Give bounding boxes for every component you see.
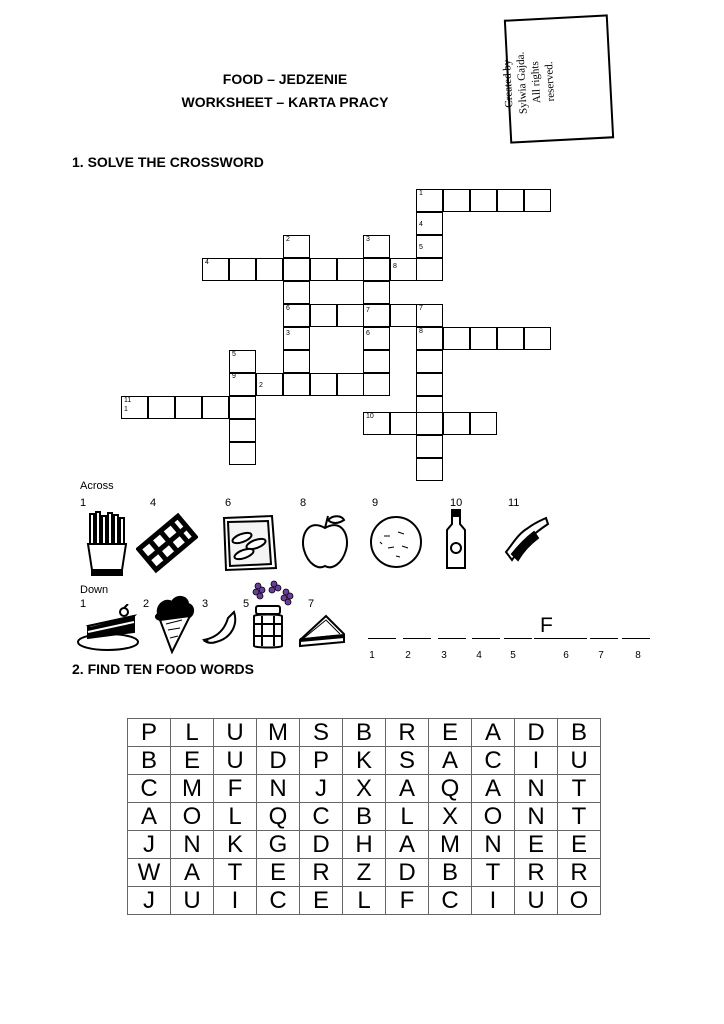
- wordsearch-row: [128, 719, 601, 747]
- crossword-cell[interactable]: [363, 412, 390, 435]
- given-letter: F: [540, 614, 553, 637]
- wordsearch-letter[interactable]: A: [429, 747, 472, 775]
- jam-jar-icon: [250, 604, 286, 650]
- clue-number: 8: [393, 263, 397, 270]
- wordsearch-letter[interactable]: A: [171, 859, 214, 887]
- wordsearch-letter[interactable]: E: [515, 831, 558, 859]
- crossword-cell[interactable]: [148, 396, 175, 419]
- copyright-text: [499, 31, 560, 134]
- crisps-icon: [218, 512, 280, 574]
- crossword-cell[interactable]: [470, 189, 497, 212]
- clue-number: 7: [366, 307, 370, 314]
- crossword-cell[interactable]: [229, 350, 256, 373]
- wordsearch-letter[interactable]: M: [257, 719, 300, 747]
- wordsearch-letter[interactable]: O: [472, 803, 515, 831]
- clue-number: 6: [366, 330, 370, 337]
- wordsearch-letter[interactable]: S: [386, 747, 429, 775]
- crossword-cell[interactable]: [497, 327, 524, 350]
- blank-line[interactable]: [559, 638, 587, 639]
- wordsearch-letter[interactable]: U: [558, 747, 601, 775]
- crossword-cell[interactable]: [337, 373, 364, 396]
- wordsearch-grid: [127, 718, 601, 915]
- wordsearch-letter[interactable]: N: [257, 775, 300, 803]
- blank-line[interactable]: [590, 638, 618, 639]
- pizza-icon: [368, 514, 424, 570]
- wordsearch-letter[interactable]: E: [558, 831, 601, 859]
- wordsearch-letter[interactable]: T: [558, 803, 601, 831]
- wordsearch-letter[interactable]: X: [429, 803, 472, 831]
- crossword-cell[interactable]: [229, 396, 256, 419]
- blank-line[interactable]: [622, 638, 650, 639]
- across-number: 6: [225, 497, 232, 509]
- wordsearch-letter[interactable]: E: [171, 747, 214, 775]
- crossword-cell[interactable]: [363, 235, 390, 258]
- section-2-heading: 2. FIND TEN FOOD WORDS: [72, 661, 254, 677]
- wordsearch-row: [128, 775, 601, 803]
- blank-line[interactable]: [534, 638, 562, 639]
- blank-number: 6: [563, 650, 569, 661]
- blank-number: 8: [635, 650, 641, 661]
- across-number: 4: [150, 497, 157, 509]
- wordsearch-letter[interactable]: M: [429, 831, 472, 859]
- wordsearch-row: [128, 747, 601, 775]
- blank-number: 5: [510, 650, 516, 661]
- crossword-cell[interactable]: [256, 373, 283, 396]
- crossword-cell[interactable]: [121, 396, 148, 419]
- blank-number: 2: [405, 650, 411, 661]
- down-number: 3: [202, 598, 209, 610]
- wordsearch-letter[interactable]: C: [128, 775, 171, 803]
- wordsearch-letter[interactable]: I: [515, 747, 558, 775]
- cake-icon: [76, 604, 144, 652]
- stamp-line-4: reserved.: [543, 61, 558, 102]
- wordsearch-letter[interactable]: L: [171, 719, 214, 747]
- crossword-cell[interactable]: [416, 435, 443, 458]
- crossword-cell[interactable]: [416, 412, 443, 435]
- crossword-cell[interactable]: [229, 373, 256, 396]
- wordsearch-letter[interactable]: N: [171, 831, 214, 859]
- clue-number: 4: [419, 221, 423, 228]
- crossword-cell[interactable]: [202, 396, 229, 419]
- wordsearch-letter[interactable]: D: [300, 831, 343, 859]
- wordsearch-letter[interactable]: J: [128, 831, 171, 859]
- clue-number: 5: [419, 244, 423, 251]
- wordsearch-letter[interactable]: A: [386, 775, 429, 803]
- wordsearch-letter[interactable]: R: [386, 719, 429, 747]
- across-number: 9: [372, 497, 379, 509]
- wordsearch-letter[interactable]: E: [429, 719, 472, 747]
- crossword-cell[interactable]: [416, 304, 443, 327]
- crossword-cell[interactable]: [390, 304, 417, 327]
- wordsearch-letter[interactable]: W: [128, 859, 171, 887]
- crossword-cell[interactable]: [283, 258, 310, 281]
- crossword-cell[interactable]: [175, 396, 202, 419]
- blank-line[interactable]: [504, 638, 532, 639]
- clue-number: 1: [419, 190, 423, 197]
- wordsearch-letter[interactable]: M: [171, 775, 214, 803]
- down-number: 1: [80, 598, 87, 610]
- chips-icon: [82, 510, 132, 578]
- wordsearch-letter[interactable]: R: [515, 859, 558, 887]
- clue-number: 11: [124, 397, 132, 404]
- wordsearch-letter[interactable]: B: [128, 747, 171, 775]
- crossword-cell[interactable]: [229, 419, 256, 442]
- clue-number: 6: [286, 305, 290, 312]
- wordsearch-letter[interactable]: L: [386, 803, 429, 831]
- wordsearch-letter[interactable]: I: [214, 887, 257, 915]
- wordsearch-letter[interactable]: P: [128, 719, 171, 747]
- wordsearch-letter[interactable]: N: [515, 775, 558, 803]
- banana-icon: [202, 610, 240, 646]
- crossword-cell[interactable]: [256, 258, 283, 281]
- stamp-line-2: Sylwia Gajda.: [514, 51, 530, 115]
- wordsearch-letter[interactable]: N: [515, 803, 558, 831]
- clue-number: 2: [259, 382, 263, 389]
- crossword-cell[interactable]: [229, 258, 256, 281]
- down-number: 7: [308, 598, 315, 610]
- wordsearch-letter[interactable]: Q: [257, 803, 300, 831]
- wordsearch-letter[interactable]: R: [300, 859, 343, 887]
- section-1-heading: 1. SOLVE THE CROSSWORD: [72, 154, 264, 170]
- wordsearch-letter[interactable]: P: [300, 747, 343, 775]
- crossword-cell[interactable]: [416, 212, 443, 235]
- wordsearch-letter[interactable]: J: [128, 887, 171, 915]
- crossword-cell[interactable]: [310, 258, 337, 281]
- crossword-cell[interactable]: [497, 189, 524, 212]
- worksheet-title: [120, 68, 450, 114]
- crossword-cell[interactable]: [363, 350, 390, 373]
- wordsearch-letter[interactable]: B: [558, 719, 601, 747]
- across-number: 8: [300, 497, 307, 509]
- crossword-cell[interactable]: [416, 189, 443, 212]
- clue-number: 9: [232, 373, 236, 380]
- wordsearch-letter[interactable]: A: [386, 831, 429, 859]
- crossword-cell[interactable]: [363, 327, 390, 350]
- wordsearch-letter[interactable]: H: [343, 831, 386, 859]
- blank-line[interactable]: [472, 638, 500, 639]
- crossword-cell[interactable]: [337, 258, 364, 281]
- wordsearch-letter[interactable]: G: [257, 831, 300, 859]
- crossword-cell[interactable]: [416, 458, 443, 481]
- wordsearch-letter[interactable]: R: [558, 859, 601, 887]
- wordsearch-row: [128, 803, 601, 831]
- wordsearch-row: [128, 887, 601, 915]
- crossword-cell[interactable]: [416, 373, 443, 396]
- blank-number: 3: [441, 650, 447, 661]
- clue-number: 5: [232, 351, 236, 358]
- crossword-cell[interactable]: [310, 304, 337, 327]
- crossword-cell[interactable]: [416, 350, 443, 373]
- apple-icon: [298, 512, 352, 572]
- blank-number: 7: [598, 650, 604, 661]
- clue-number: 3: [366, 236, 370, 243]
- crossword-cell[interactable]: [416, 327, 443, 350]
- clue-number: 2: [286, 236, 290, 243]
- across-number: 11: [508, 497, 520, 509]
- title-line-2: WORKSHEET – KARTA PRACY: [181, 94, 389, 110]
- wordsearch-letter[interactable]: D: [257, 747, 300, 775]
- crossword-cell[interactable]: [443, 412, 470, 435]
- clue-number: 1: [124, 406, 128, 413]
- wordsearch-letter[interactable]: A: [472, 719, 515, 747]
- across-number: 1: [80, 497, 87, 509]
- across-number: 10: [450, 497, 463, 509]
- down-number: 5: [243, 598, 250, 610]
- crossword-cell[interactable]: [470, 412, 497, 435]
- wordsearch-row: [128, 859, 601, 887]
- crossword-cell[interactable]: [363, 258, 390, 281]
- wordsearch-letter[interactable]: I: [472, 887, 515, 915]
- wordsearch-letter[interactable]: Z: [343, 859, 386, 887]
- wordsearch-letter[interactable]: T: [558, 775, 601, 803]
- wordsearch-letter[interactable]: K: [343, 747, 386, 775]
- crossword-cell[interactable]: [363, 373, 390, 396]
- bacon-icon: [500, 514, 552, 564]
- wordsearch-letter[interactable]: A: [128, 803, 171, 831]
- wordsearch-letter[interactable]: N: [472, 831, 515, 859]
- wordsearch-letter[interactable]: L: [214, 803, 257, 831]
- crossword-cell[interactable]: [283, 327, 310, 350]
- title-line-1: FOOD – JEDZENIE: [222, 71, 348, 87]
- blank-number: 4: [476, 650, 482, 661]
- blank-line[interactable]: [403, 638, 431, 639]
- chocolate-icon: [136, 512, 198, 574]
- crossword-cell[interactable]: [283, 373, 310, 396]
- blank-line[interactable]: [438, 638, 466, 639]
- blank-line[interactable]: [368, 638, 396, 639]
- wordsearch-letter[interactable]: K: [214, 831, 257, 859]
- clue-number: 3: [286, 330, 290, 337]
- crossword-cell[interactable]: [363, 281, 390, 304]
- clue-number: 10: [366, 413, 374, 420]
- crossword-cell[interactable]: [363, 304, 390, 327]
- wordsearch-letter[interactable]: U: [214, 747, 257, 775]
- crossword-cell[interactable]: [310, 373, 337, 396]
- wordsearch-letter[interactable]: X: [343, 775, 386, 803]
- wordsearch-row: [128, 831, 601, 859]
- clue-number: 4: [205, 259, 209, 266]
- wordsearch-letter[interactable]: S: [300, 719, 343, 747]
- crossword-cell[interactable]: [524, 189, 551, 212]
- crossword-cell[interactable]: [202, 258, 229, 281]
- crossword-cell[interactable]: [416, 235, 443, 258]
- crossword-cell[interactable]: [416, 258, 443, 281]
- sandwich-icon: [296, 612, 348, 648]
- wordsearch-letter[interactable]: J: [300, 775, 343, 803]
- wordsearch-letter[interactable]: A: [472, 775, 515, 803]
- wordsearch-letter[interactable]: F: [214, 775, 257, 803]
- wordsearch-letter[interactable]: C: [257, 887, 300, 915]
- ice-cream-icon: [150, 590, 198, 654]
- wordsearch-letter[interactable]: C: [472, 747, 515, 775]
- crossword-cell[interactable]: [443, 189, 470, 212]
- across-label: Across: [80, 480, 114, 492]
- clue-number: 8: [419, 328, 423, 335]
- wordsearch-letter[interactable]: D: [515, 719, 558, 747]
- wordsearch-letter[interactable]: E: [300, 887, 343, 915]
- crossword-cell[interactable]: [470, 327, 497, 350]
- wordsearch-letter[interactable]: U: [171, 887, 214, 915]
- wordsearch-letter[interactable]: T: [214, 859, 257, 887]
- wordsearch-letter[interactable]: O: [558, 887, 601, 915]
- copyright-stamp: [500, 14, 614, 143]
- crossword-cell[interactable]: [390, 258, 417, 281]
- oil-bottle-icon: [444, 508, 468, 572]
- crossword-cell[interactable]: [283, 281, 310, 304]
- crossword-cell[interactable]: [283, 304, 310, 327]
- wordsearch-letter[interactable]: U: [214, 719, 257, 747]
- wordsearch-letter[interactable]: T: [472, 859, 515, 887]
- crossword-cell[interactable]: [229, 442, 256, 465]
- stamp-line-1: Created by: [500, 59, 516, 108]
- wordsearch-letter[interactable]: B: [343, 803, 386, 831]
- stamp-line-3: All rights: [529, 60, 544, 104]
- crossword-cell[interactable]: [524, 327, 551, 350]
- wordsearch-letter[interactable]: L: [343, 887, 386, 915]
- down-label: Down: [80, 584, 109, 596]
- wordsearch-letter[interactable]: F: [386, 887, 429, 915]
- wordsearch-letter[interactable]: E: [257, 859, 300, 887]
- wordsearch-letter[interactable]: B: [429, 859, 472, 887]
- crossword-cell[interactable]: [390, 412, 417, 435]
- clue-number: 7: [419, 305, 423, 312]
- wordsearch-letter[interactable]: Q: [429, 775, 472, 803]
- down-number: 2: [143, 598, 150, 610]
- crossword-cell[interactable]: [283, 235, 310, 258]
- wordsearch-letter[interactable]: O: [171, 803, 214, 831]
- wordsearch-letter[interactable]: B: [343, 719, 386, 747]
- wordsearch-letter[interactable]: C: [429, 887, 472, 915]
- crossword-cell[interactable]: [283, 350, 310, 373]
- crossword-cell[interactable]: [443, 327, 470, 350]
- crossword-cell[interactable]: [337, 304, 364, 327]
- blank-number: 1: [369, 650, 375, 661]
- wordsearch-letter[interactable]: D: [386, 859, 429, 887]
- wordsearch-letter[interactable]: U: [515, 887, 558, 915]
- wordsearch-letter[interactable]: C: [300, 803, 343, 831]
